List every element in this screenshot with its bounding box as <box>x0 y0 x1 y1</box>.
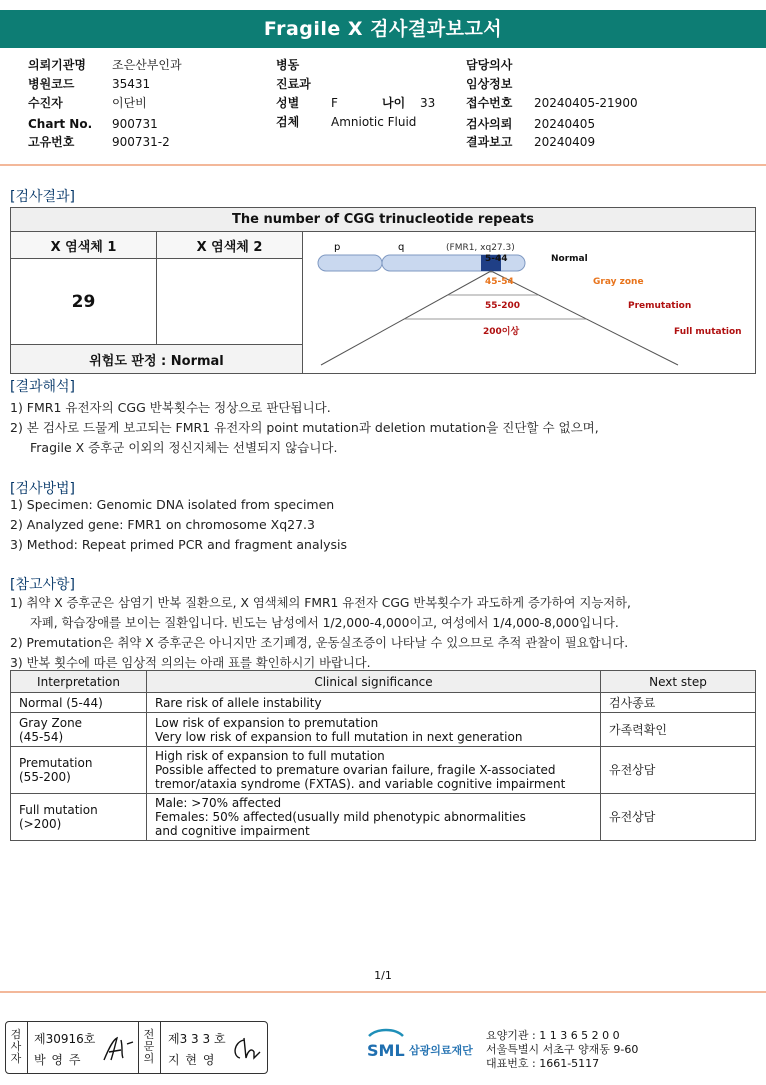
signature-box <box>5 1021 268 1074</box>
chromosome-p-arm <box>318 255 382 271</box>
info-label: 검사의뢰 <box>466 117 513 131</box>
pyramid-right-edge <box>491 271 678 365</box>
ref-next-step <box>601 794 756 841</box>
result-table <box>10 207 756 374</box>
ref-interpretation-line: Premutation <box>19 756 93 770</box>
info-row <box>466 115 638 133</box>
notes-line: 2) Premutation은 취약 X 증후군은 아니지만 조기폐경, 운동실조증이 나타날 수 있으므로 추적 관찰이 필요합니다. <box>10 636 629 650</box>
reference-table <box>10 670 756 841</box>
notes-line: 3) 반복 횟수에 따른 임상적 의의는 아래 표를 확인하시기 바랍니다. <box>10 656 371 670</box>
ref-significance-line: Possible affected to premature ovarian failure, fragile X-associated <box>155 763 556 777</box>
info-value: 900731 <box>112 117 158 131</box>
ref-interpretation-line: Normal (5-44) <box>19 695 103 710</box>
info-label: 담당의사 <box>466 58 513 72</box>
reference-row <box>11 794 756 841</box>
info-label: 성별 <box>276 96 300 110</box>
ref-next-step-line: 가족력확인 <box>609 722 667 737</box>
ref-header-significance: Clinical significance <box>147 671 601 693</box>
address-line: 서울특별시 서초구 양재동 9-60 <box>486 1043 639 1056</box>
ref-significance <box>147 794 601 841</box>
ref-next-step <box>601 747 756 794</box>
interpretation-line: Fragile X 증후군 이외의 정신지체는 선별되지 않습니다. <box>30 440 338 455</box>
sig2-license-no: 제3 3 3 호 <box>168 1032 226 1046</box>
page-number: 1/1 <box>374 969 392 982</box>
info-value: 35431 <box>112 77 151 91</box>
notes-section-title: [참고사항] <box>10 577 76 593</box>
notes-line: 자폐, 학습장애를 보이는 질환입니다. 빈도는 남성에서 1/2,000-4,000이고, 여성에서 1/4,000-8,000입니다. <box>30 616 619 630</box>
ref-interpretation <box>11 794 147 841</box>
ref-significance-line: Male: >70% affected <box>155 796 282 810</box>
level-range-label: 200이상 <box>483 327 520 337</box>
x-chromosome-2-value <box>157 259 303 345</box>
ref-next-step <box>601 693 756 713</box>
report-title: Fragile X 검사결과보고서 <box>0 10 766 48</box>
sig2-label-cell <box>139 1022 161 1073</box>
info-value: 이단비 <box>112 96 147 110</box>
ref-significance-line: Low risk of expansion to premutation <box>155 715 379 730</box>
info-value: 20240405 <box>534 117 596 131</box>
logo-sml-text: SML <box>367 1041 405 1060</box>
ref-next-step-line: 유전상담 <box>609 763 656 777</box>
info-value: 20240405-21900 <box>534 96 638 110</box>
info-column-1 <box>28 56 182 152</box>
ref-interpretation-line: (>200) <box>19 817 62 831</box>
info-row <box>28 75 182 94</box>
top-divider <box>0 164 766 166</box>
info-row <box>276 113 416 132</box>
ref-header-interpretation: Interpretation <box>11 671 147 693</box>
level-range-label: 45-54 <box>485 277 514 287</box>
level-name-label: Gray zone <box>593 277 644 287</box>
ref-significance-line: Rare risk of allele instability <box>155 695 322 710</box>
interpretation-text <box>10 398 599 458</box>
method-line: 3) Method: Repeat primed PCR and fragment analysis <box>10 537 347 552</box>
level-name-label: Premutation <box>628 301 692 311</box>
info-value: 조은산부인과 <box>112 58 182 72</box>
level-range-label: 55-200 <box>485 301 521 311</box>
method-line: 2) Analyzed gene: FMR1 on chromosome Xq27.3 <box>10 517 315 532</box>
bottom-divider <box>0 991 766 993</box>
ref-significance-line: and cognitive impairment <box>155 824 310 838</box>
sml-logo-mark <box>367 1028 481 1060</box>
info-row <box>276 56 416 75</box>
ref-next-step <box>601 713 756 747</box>
method-line: 1) Specimen: Genomic DNA isolated from specimen <box>10 497 335 512</box>
interpretation-line: 1) FMR1 유전자의 CGG 반복횟수는 정상으로 판단됩니다. <box>10 400 331 415</box>
ref-significance-line: Very low risk of expansion to full mutation in next generation <box>155 729 523 744</box>
ref-interpretation <box>11 713 147 747</box>
institution-address <box>486 1029 638 1071</box>
sig2-name: 지 현 영 <box>168 1053 216 1067</box>
info-value: Amniotic Fluid <box>331 115 417 129</box>
result-table-title: The number of CGG trinucleotide repeats <box>11 208 756 232</box>
info-value: 900731-2 <box>112 135 170 149</box>
ref-significance-line: Females: 50% affected(usually mild phenotypic abnormalities <box>155 810 526 824</box>
ref-significance <box>147 693 601 713</box>
result-section-title: [검사결과] <box>10 189 76 205</box>
ref-significance-line: tremor/ataxia syndrome (FXTAS). and variable cognitive impairment <box>155 777 566 791</box>
info-row <box>276 75 416 94</box>
info-label: Chart No. <box>28 117 93 131</box>
ref-significance <box>147 713 601 747</box>
interpretation-line: 2) 본 검사로 드물게 보고되는 FMR1 유전자의 point mutation과 deletion mutation을 진단할 수 없으며, <box>10 420 599 435</box>
level-range-label: 5-44 <box>485 254 508 264</box>
ref-header-next-step: Next step <box>601 671 756 693</box>
arm-q-label: q <box>398 242 405 253</box>
ref-interpretation <box>11 747 147 794</box>
info-label: 결과보고 <box>466 135 513 149</box>
info-label: 수진자 <box>28 96 63 110</box>
info-value: F <box>331 96 338 110</box>
ref-interpretation-line: Full mutation <box>19 803 98 817</box>
method-section-title: [검사방법] <box>10 481 76 497</box>
ref-significance-line: High risk of expansion to full mutation <box>155 749 385 763</box>
sig1-cell <box>6 1022 139 1073</box>
arm-p-label: p <box>334 242 341 253</box>
info-row <box>466 133 638 152</box>
ref-next-step-line: 유전상담 <box>609 810 656 824</box>
age-value: 33 <box>420 96 436 110</box>
ref-interpretation <box>11 693 147 713</box>
reference-row <box>11 693 756 713</box>
level-name-label: Full mutation <box>674 327 742 337</box>
repeat-diagram-cell <box>303 232 756 374</box>
ref-significance <box>147 747 601 794</box>
x-chromosome-1-value: 29 <box>11 259 157 345</box>
info-label: 진료과 <box>276 77 311 91</box>
info-value: 20240409 <box>534 135 596 149</box>
info-label: 검체 <box>276 115 300 129</box>
sig1-vertical-label: 검사자 <box>10 1028 22 1065</box>
info-row <box>28 56 182 75</box>
sig2-vertical-label: 전문의 <box>143 1028 155 1065</box>
address-line: 요양기관 : 1 1 3 6 5 2 0 0 <box>486 1029 620 1042</box>
notes-line: 1) 취약 X 증후군은 삼염기 반복 질환으로, X 염색체의 FMR1 유전자 CGG 반복횟수가 과도하게 증가하여 지능저하, <box>10 596 631 610</box>
reference-row <box>11 713 756 747</box>
method-text <box>10 495 347 555</box>
ref-interpretation-line: Gray Zone <box>19 715 83 730</box>
risk-assessment: 위험도 판정 : Normal <box>11 345 303 374</box>
interpretation-section-title: [결과해석] <box>10 379 76 395</box>
level-name-label: Normal <box>551 254 588 264</box>
ref-next-step-line: 검사종료 <box>609 695 656 710</box>
info-label: 접수번호 <box>466 96 513 110</box>
age-label: 나이 <box>382 96 406 110</box>
sig2-signature <box>230 1034 264 1064</box>
notes-text <box>10 593 631 673</box>
info-row <box>28 133 182 152</box>
info-row <box>466 56 638 75</box>
repeat-diagram <box>303 232 755 370</box>
locus-label: (FMR1, xq27.3) <box>446 243 515 253</box>
address-line: 대표번호 : 1661-5117 <box>486 1057 600 1070</box>
info-label: 임상정보 <box>466 77 513 91</box>
info-row <box>28 115 182 133</box>
logo-foundation-name: 삼광의료재단 <box>409 1044 473 1057</box>
info-label: 병원코드 <box>28 77 75 91</box>
reference-row <box>11 747 756 794</box>
info-column-3 <box>466 56 638 152</box>
age-field <box>382 94 435 113</box>
sig1-name: 박 영 주 <box>34 1053 82 1067</box>
info-row <box>466 94 638 115</box>
info-row <box>28 94 182 115</box>
info-label: 병동 <box>276 58 300 72</box>
info-label: 고유번호 <box>28 135 75 149</box>
pyramid-left-edge <box>321 271 491 365</box>
ref-interpretation-line: (55-200) <box>19 770 71 784</box>
ref-interpretation-line: (45-54) <box>19 729 64 744</box>
x-chromosome-2-header: X 염색체 2 <box>157 232 303 259</box>
x-chromosome-1-header: X 염색체 1 <box>11 232 157 259</box>
info-label: 의뢰기관명 <box>28 58 86 72</box>
sml-logo <box>367 1028 481 1063</box>
sig1-license-no: 제30916호 <box>34 1032 96 1046</box>
info-row <box>466 75 638 94</box>
